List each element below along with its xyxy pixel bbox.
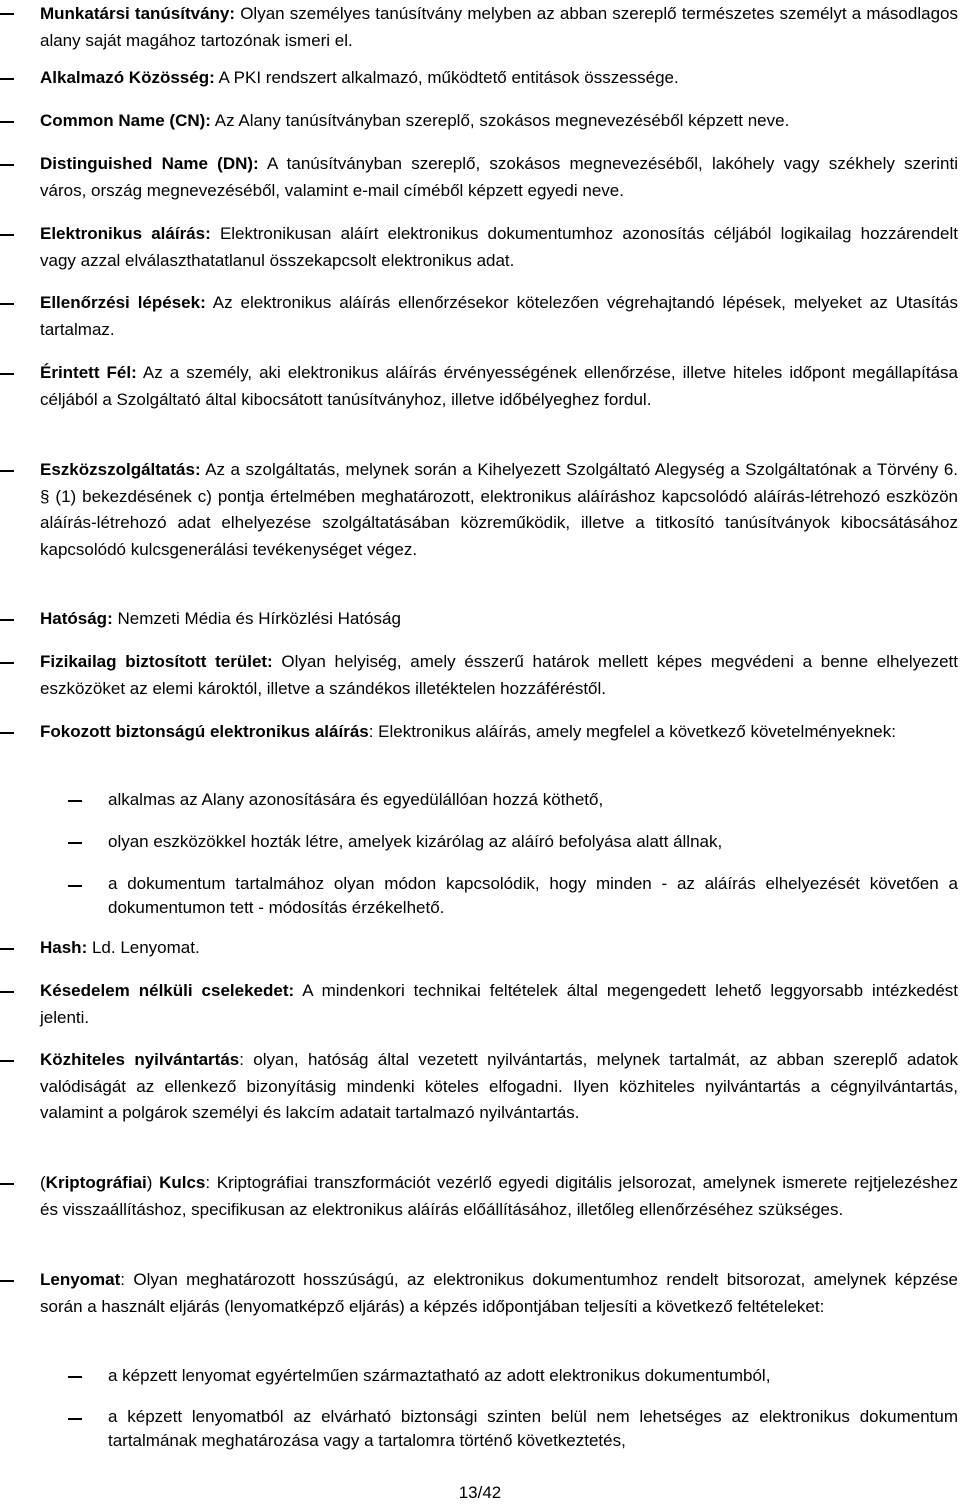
dash-bullet: [0, 1280, 14, 1282]
definition-body: A mindenkori technikai feltételek által megengedett lehető leggyorsabb intézkedést jelenti.: [40, 981, 958, 1027]
definition-body: A tanúsítványban szereplő, szokásos megnevezéséből, lakóhely vagy székhely szerinti város, ország megnevezéséből, valamint e-mail címéből képzett egyedi neve.: [40, 154, 958, 200]
dash-bullet: [68, 1376, 82, 1378]
definition-body: Olyan személyes tanúsítvány melyben az abban szereplő természetes személyt a másodlagos alany saját magához tartozónak ismeri el.: [40, 4, 958, 50]
definition-body: : Elektronikus aláírás, amely megfelel a következő követelményeknek:: [368, 722, 896, 741]
definition-term: Hash:: [40, 938, 88, 957]
definition-term: Fizikailag biztosított terület:: [40, 652, 273, 671]
definition-term: Kriptográfiai: [45, 1173, 147, 1192]
definition-text: [40, 360, 958, 413]
definition-body: Az elektronikus aláírás ellenőrzésekor kötelezően végrehajtandó lépések, melyeket az Utasítás tartalmaz.: [40, 293, 958, 339]
dash-bullet: [0, 619, 14, 621]
definition-term: Érintett Fél:: [40, 363, 137, 382]
dash-bullet: [68, 885, 82, 887]
dash-bullet: [0, 373, 14, 375]
definition-term: Közhiteles nyilvántartás: [40, 1050, 240, 1069]
definition-text: [40, 1, 958, 54]
definition-text: [40, 719, 958, 746]
dash-bullet: [0, 1183, 14, 1185]
definition-text: [40, 151, 958, 204]
dash-bullet: [68, 800, 82, 802]
definition-term: Hatóság:: [40, 609, 113, 628]
definition-text: [40, 457, 958, 563]
definition-text: [40, 1170, 958, 1223]
dash-bullet: [0, 948, 14, 950]
definition-text: [40, 108, 958, 135]
definition-text: [40, 978, 958, 1031]
definition-term-secondary: Kulcs: [159, 1173, 206, 1192]
definition-prefix: (: [40, 1173, 46, 1192]
definition-body: Ld. Lenyomat.: [87, 938, 200, 957]
definition-term: Alkalmazó Közösség:: [40, 68, 215, 87]
definition-body: : olyan, hatóság által vezetett nyilvántartás, melynek tartalmát, az abban szereplő adatok valódiságát az ellenkező bizonyításig mindenki köteles elfogadni. Ilyen közhiteles nyilvántartás a cégnyilvántartás, valamint a polgárok személyi és lakcím adatait tartalmazó nyilvántartás.: [40, 1050, 958, 1122]
definition-text: [40, 1047, 958, 1127]
definition-body: Az a személy, aki elektronikus aláírás érvényességének ellenőrzése, illetve hiteles időpont megállapítása céljából a Szolgáltató által kibocsátott tanúsítványhoz, illetve időbélyeghez fordul.: [40, 363, 958, 409]
dash-bullet: [0, 121, 14, 123]
dash-bullet: [0, 662, 14, 664]
sub-list-text: alkalmas az Alany azonosítására és egyedülállóan hozzá köthető,: [108, 790, 604, 809]
definition-text: [40, 1267, 958, 1320]
definition-body: Az a szolgáltatás, melynek során a Kihelyezett Szolgáltató Alegység a Szolgáltatónak a Törvény 6. § (1) bekezdésének c) pontja értelmében meghatározott, elektronikus aláíráshoz kapcsolódó aláírás-létrehozó eszközön aláírás-létrehozó adat elhelyezése szolgáltatásában közreműködik, illetve a titkosító tanúsítványok kibocsátásához kapcsolódó kulcsgenerálási tevékenységet végez.: [40, 460, 958, 559]
definition-mid: ): [146, 1173, 160, 1192]
sub-list-text: a képzett lenyomat egyértelműen származtatható az adott elektronikus dokumentumból,: [108, 1366, 771, 1385]
definition-body: Olyan helyiség, amely ésszerű határok mellett képes megvédeni a benne elhelyezett eszközöket az elemi károktól, illetve a szándékos illetéktelen hozzáféréstől.: [40, 652, 958, 698]
definition-body: Az Alany tanúsítványban szereplő, szokásos megnevezéséből képzett neve.: [210, 111, 790, 130]
definition-term: Distinguished Name (DN):: [40, 154, 259, 173]
definition-term: Ellenőrzési lépések:: [40, 293, 206, 312]
sub-list-text: a képzett lenyomatból az elvárható biztonsági szinten belül nem lehetséges az elektronikus dokumentum tartalmának meghatározása vagy a tartalomra történő következtetés,: [108, 1407, 958, 1450]
definition-term: Lenyomat: [40, 1270, 121, 1289]
dash-bullet: [68, 842, 82, 844]
definition-term: Elektronikus aláírás:: [40, 224, 211, 243]
dash-bullet: [0, 470, 14, 472]
definition-term: Késedelem nélküli cselekedet:: [40, 981, 295, 1000]
definition-body: Nemzeti Média és Hírközlési Hatóság: [112, 609, 401, 628]
definition-text: [40, 290, 958, 343]
definition-term: Eszközszolgáltatás:: [40, 460, 201, 479]
dash-bullet: [0, 164, 14, 166]
sub-list-text: olyan eszközökkel hozták létre, amelyek kizárólag az aláíró befolyása alatt állnak,: [108, 832, 723, 851]
sub-list-text: a dokumentum tartalmához olyan módon kapcsolódik, hogy minden - az aláírás elhelyezését követően a dokumentumon tett - módosítás érzékelhető.: [108, 874, 958, 917]
dash-bullet: [0, 991, 14, 993]
definition-body: : Kriptográfiai transzformációt vezérlő egyedi digitális jelsorozat, amelynek ismerete rejtjelezéshez és visszaállításhoz, specifikusan az elektronikus aláírás előállításához, illetőleg ellenőrzéséhez szükséges.: [40, 1173, 958, 1219]
definition-text: [40, 65, 958, 92]
page-number: 13/42: [458, 1483, 502, 1502]
definition-text: [40, 649, 958, 702]
dash-bullet: [0, 303, 14, 305]
definition-term: Munkatársi tanúsítvány:: [40, 4, 236, 23]
dash-bullet: [0, 234, 14, 236]
definition-text: [40, 221, 958, 274]
dash-bullet: [0, 732, 14, 734]
definition-body: : Olyan meghatározott hosszúságú, az elektronikus dokumentumhoz rendelt bitsorozat, amelynek képzése során a használt eljárás (lenyomatképző eljárás) a képzés időpontjában teljesíti a következő feltételeket:: [40, 1270, 958, 1316]
definition-body: Elektronikusan aláírt elektronikus dokumentumhoz azonosítás céljából logikailag hozzárendelt vagy azzal elválaszthatatlanul összekapcsolt elektronikus adat.: [40, 224, 958, 270]
dash-bullet: [68, 1418, 82, 1420]
definition-text: [40, 935, 958, 962]
dash-bullet: [0, 13, 14, 15]
dash-bullet: [0, 78, 14, 80]
definition-term: Common Name (CN):: [40, 111, 211, 130]
definition-body: A PKI rendszert alkalmazó, működtető entitások összessége.: [214, 68, 679, 87]
dash-bullet: [0, 1060, 14, 1062]
definition-text: [40, 606, 958, 633]
definition-term: Fokozott biztonságú elektronikus aláírás: [40, 722, 369, 741]
